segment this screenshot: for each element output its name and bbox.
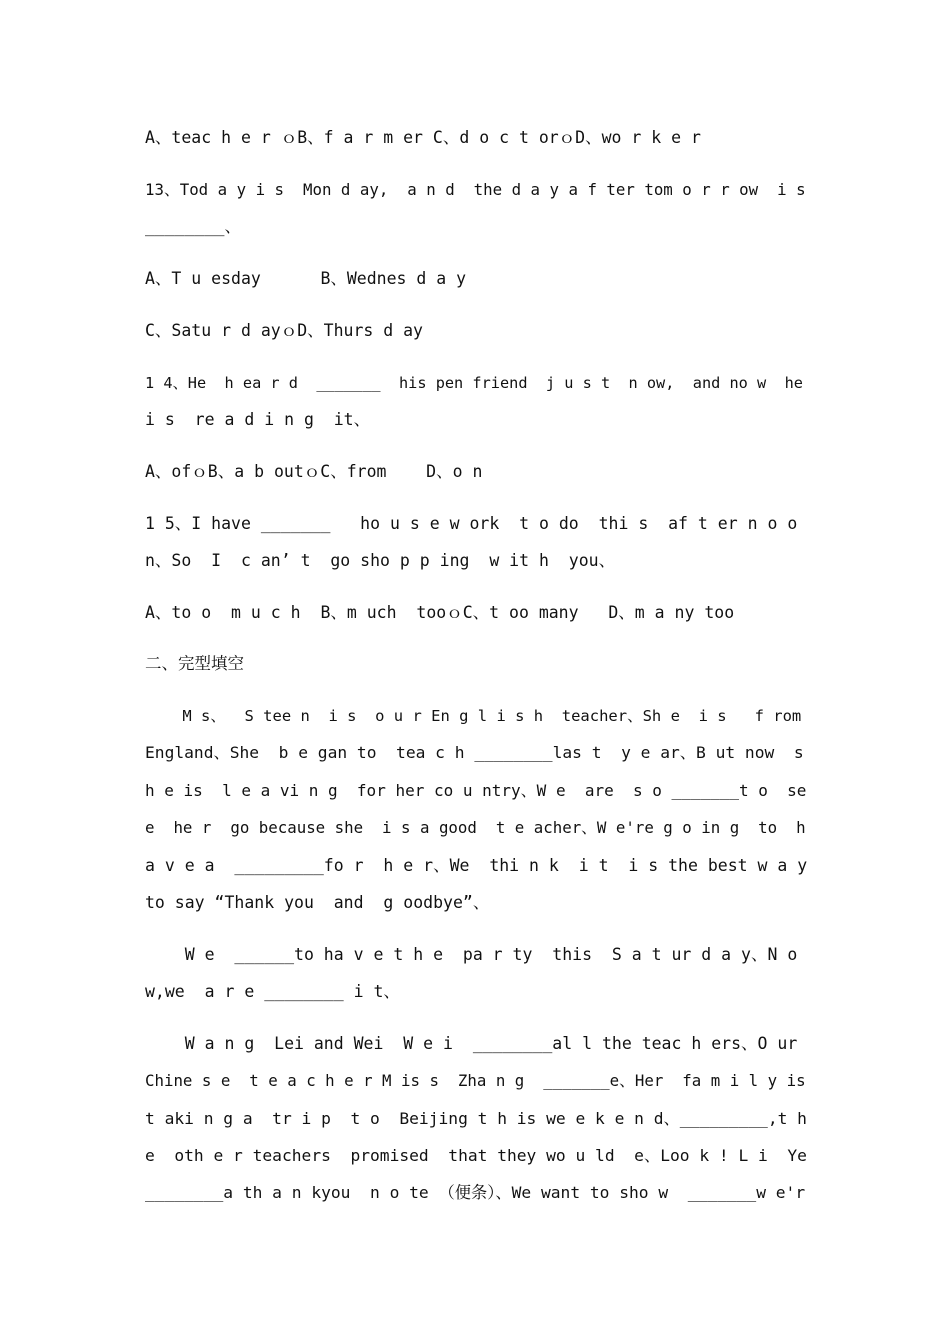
q15-options: A、to o m u c h B、m uch tooｏC、t oo many D、m a ny too [145,603,735,622]
q13-stem-line2: ________、 [145,217,241,236]
passage-p3-line: t aki n g a tr i p t o Beijing t h is we e k e n d、_________,t h [145,1109,807,1128]
q13-options-line1: A、T u esday B、Wednes d a y [145,269,467,288]
passage-p2-line: w,we a r e ________ i t、 [145,982,400,1001]
passage-p1-line: England、She b e gan to tea c h ________las t y e ar、B ut now s [145,743,804,762]
q15-stem-line1: 1 5、I have _______ ho u s e w ork t o do thi s af t er n o o [145,514,798,533]
q14-options: A、ofｏB、a b outｏC、from D、o n [145,462,483,481]
q13-stem-line1: 13、Tod a y i s Mon d ay, a n d the d a y a f ter tom o r r ow i s [145,180,806,199]
passage-p1-line: M s、 S tee n i s o u r En g l i s h teacher、Sh e i s f rom [145,707,802,725]
passage-p3-line: Chine s e t e a c h e r M is s Zha n g _______e、Her fa m i l y is [145,1071,806,1090]
passage-p3-line: e oth e r teachers promised that they wo u ld e、Loo k ! L i Ye [145,1146,807,1165]
passage-p1-line: to say “Thank you and g oodbye”、 [145,893,490,912]
passage-p1-line: h e is l e a vi n g for her co u ntry、W e are s o _______t o se [145,781,807,800]
passage-p3-line: ________a th a n kyou n o te （便条）、We want to sho w _______w e'r [145,1183,806,1202]
q13-options-line2: C、Satu r d ayｏD、Thurs d ay [145,321,423,340]
section-heading: 二、完型填空 [145,654,244,673]
q12-options: A、teac h e r ｏB、f a r m er C、d o c t orｏD、wo r k e r [145,128,701,147]
passage-p2-line: W e ______to ha v e t h e pa r ty this S a t ur d a y、N o [145,945,798,964]
q14-stem-line1: 1 4、He h ea r d _______ his pen friend j u s t n ow, and no w he [145,374,803,392]
passage-p1-line: a v e a _________fo r h e r、We thi n k i t i s the best w a y [145,856,808,875]
passage-p3-line: W a n g Lei and Wei W e i ________al l the teac h ers、O ur [145,1034,798,1053]
passage-p1-line: e he r go because she i s a good t e acher、W e're g o in g to h [145,818,806,837]
q14-stem-line2: i s re a d i n g it、 [145,410,371,429]
q15-stem-line2: n、So I c an’ t go sho p p ing w it h you、 [145,551,616,570]
